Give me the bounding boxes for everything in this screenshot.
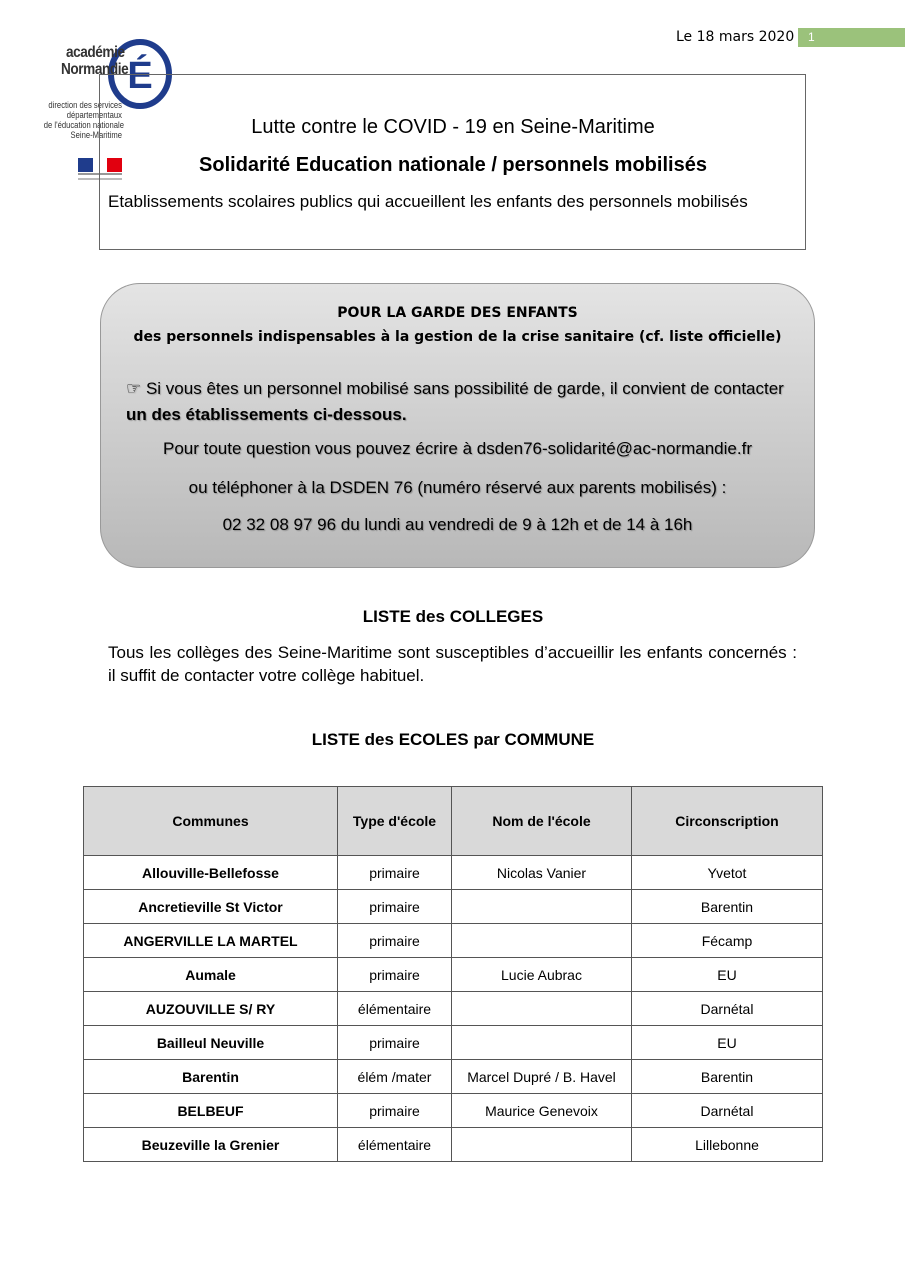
cell-circonscription: EU xyxy=(632,958,823,992)
cell-commune: BELBEUF xyxy=(84,1094,338,1128)
cell-commune: AUZOUVILLE S/ RY xyxy=(84,992,338,1026)
page-number: 1 xyxy=(798,28,905,47)
cell-circonscription: Fécamp xyxy=(632,924,823,958)
table-row xyxy=(84,890,823,924)
table-row xyxy=(84,1060,823,1094)
cell-type: primaire xyxy=(338,1026,452,1060)
cell-nom xyxy=(452,1128,632,1162)
cell-circonscription: Lillebonne xyxy=(632,1128,823,1162)
ecoles-heading: LISTE des ECOLES par COMMUNE xyxy=(311,730,595,749)
pointing-hand-icon: ☞ xyxy=(126,379,142,398)
info-phone-line: ou téléphoner à la DSDEN 76 (numéro réservé aux parents mobilisés) : xyxy=(188,478,727,497)
cell-type: primaire xyxy=(338,890,452,924)
title-covid: Lutte contre le COVID - 19 en Seine-Maritime xyxy=(251,116,655,138)
cell-commune: ANGERVILLE LA MARTEL xyxy=(84,924,338,958)
cell-circonscription: EU xyxy=(632,1026,823,1060)
cell-nom: Nicolas Vanier xyxy=(452,856,632,890)
cell-commune: Allouville-Bellefosse xyxy=(84,856,338,890)
document-date: Le 18 mars 2020 xyxy=(676,29,795,45)
cell-nom xyxy=(452,992,632,1026)
cell-circonscription: Yvetot xyxy=(632,856,823,890)
info-phone-hours: 02 32 08 97 96 du lundi au vendredi de 9 à 12h et de 14 à 16h xyxy=(222,515,693,534)
cell-type: élémentaire xyxy=(338,1128,452,1162)
table-row xyxy=(84,1094,823,1128)
logo-line-normandie: Normandie xyxy=(61,61,129,78)
column-header-circonscription: Circonscription xyxy=(632,787,823,856)
info-paragraph-contact-text: Si vous êtes un personnel mobilisé sans possibilité de garde, il convient de contacter xyxy=(141,379,784,398)
title-solidarite: Solidarité Education nationale / personnels mobilisés xyxy=(199,154,707,176)
cell-type: élémentaire xyxy=(338,992,452,1026)
info-paragraph-contact-bold: un des établissements ci-dessous. xyxy=(126,405,407,424)
table-row xyxy=(84,1026,823,1060)
emblem-letter: É xyxy=(127,55,153,97)
cell-nom xyxy=(452,1026,632,1060)
column-header-nom: Nom de l'école xyxy=(452,787,632,856)
cell-commune: Barentin xyxy=(84,1060,338,1094)
cell-nom xyxy=(452,924,632,958)
cell-commune: Ancretieville St Victor xyxy=(84,890,338,924)
cell-circonscription: Barentin xyxy=(632,1060,823,1094)
table-row xyxy=(84,1128,823,1162)
colleges-text: Tous les collèges des Seine-Maritime sont susceptibles d’accueillir les enfants concernés : il suffit de contacter votre collège habituel. xyxy=(108,643,797,685)
cell-circonscription: Barentin xyxy=(632,890,823,924)
info-heading-personnels: des personnels indispensables à la gestion de la crise sanitaire (cf. liste officielle) xyxy=(133,329,782,345)
cell-nom: Lucie Aubrac xyxy=(452,958,632,992)
logo-sub-line: de l'éducation nationale xyxy=(43,120,124,130)
cell-commune: Bailleul Neuville xyxy=(84,1026,338,1060)
cell-nom xyxy=(452,890,632,924)
cell-type: primaire xyxy=(338,958,452,992)
cell-nom: Maurice Genevoix xyxy=(452,1094,632,1128)
cell-type: primaire xyxy=(338,1094,452,1128)
cell-circonscription: Darnétal xyxy=(632,1094,823,1128)
cell-commune: Aumale xyxy=(84,958,338,992)
logo-sub-line: départementaux xyxy=(66,110,122,120)
table-header-row xyxy=(84,787,823,856)
colleges-heading: LISTE des COLLEGES xyxy=(362,607,544,626)
logo-sub-line: Seine-Maritime xyxy=(70,130,122,140)
table-row xyxy=(84,924,823,958)
table-row xyxy=(84,958,823,992)
logo-sub-line: direction des services xyxy=(48,100,122,110)
cell-type: primaire xyxy=(338,856,452,890)
cell-circonscription: Darnétal xyxy=(632,992,823,1026)
ecoles-table xyxy=(83,786,823,1162)
cell-type: élém /mater xyxy=(338,1060,452,1094)
info-email-line: Pour toute question vous pouvez écrire à dsden76-solidarité@ac-normandie.fr xyxy=(163,439,752,458)
table-row xyxy=(84,992,823,1026)
cell-nom: Marcel Dupré / B. Havel xyxy=(452,1060,632,1094)
title-etablissements: Etablissements scolaires publics qui accueillent les enfants des personnels mobilisés xyxy=(108,192,748,211)
cell-type: primaire xyxy=(338,924,452,958)
info-paragraph-contact xyxy=(126,376,786,428)
column-header-communes: Communes xyxy=(84,787,338,856)
logo-line-academie: académie xyxy=(66,44,125,61)
cell-commune: Beuzeville la Grenier xyxy=(84,1128,338,1162)
info-heading-garde: POUR LA GARDE DES ENFANTS xyxy=(337,305,578,321)
table-row xyxy=(84,856,823,890)
column-header-type: Type d'école xyxy=(338,787,452,856)
